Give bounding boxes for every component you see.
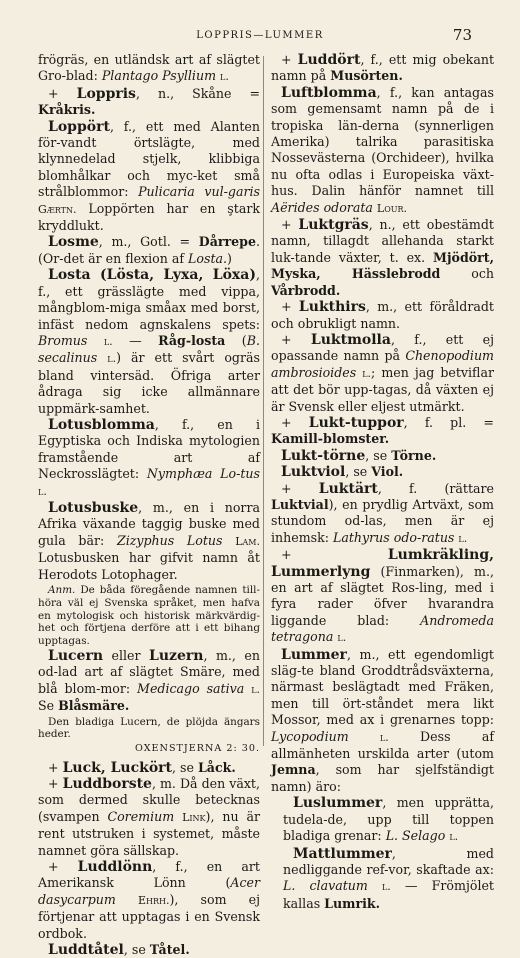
entry-luslummer: Luslummer, men upprätta, tudela-de, upp till toppen bladiga grenar: L. Selago l. — [283, 795, 494, 844]
headword: Lummer — [281, 646, 347, 663]
headword: Luddlönn — [77, 859, 153, 876]
headword: Loppört — [48, 118, 110, 135]
entry-lukt-törne: Lukt-törne, se Törne. — [281, 447, 437, 464]
entry-lucern: Lucern eller Luzern, m., en od-lad art af slägtet Smäre, med blå blom-mor: Medicago sativa l. Se Blåsmäre. — [38, 647, 260, 714]
entry-luktviol: Luktviol, se Viol. — [281, 464, 404, 481]
headword: Luddört — [297, 52, 361, 68]
entry-luktgräs: + Luktgräs, n., ett obestämdt namn, tillagdt allehanda starkt luk-tande växter, t. ex. Mjödört, Myska, Hässlebrodd och Vårbrodd. — [271, 217, 494, 298]
headword: Losme — [48, 234, 99, 251]
headword: Luktviol — [281, 464, 346, 481]
page-header — [0, 26, 520, 46]
entry-losme: Losme, m., Gotl. = Dårrepe. (Or-det är en flexion af Losta.) — [38, 234, 260, 266]
entry-luck: + Luck, Luckört, se Låck. — [48, 759, 236, 776]
entry-lotusblomma: Lotusblomma, f., en i Egyptiska och Indiska mytologien framstående art af Neckrosslägtet: Nymphæa Lo-tus l. — [38, 416, 261, 498]
entry-lummer: Lummer, m., ett egendomligt släg-te bland Groddtrådsväxterna, närmast beslägtadt med Fräken, men till ört-ståndet mera likt Mossor, med ax i grenarnes topp: Lycopodium l. Dess af allmänheten urskilda arter (utom Jemna, som har sjelfständigt namn) äro: — [271, 646, 494, 794]
page-number: 73 — [452, 26, 472, 44]
entry-luftblomma: Luftblomma, f., kan antagas som gemensamt namn på de i tropiska län-derna (synnerligen Amerika) talrika parasitiska Nossevästerna (Orchideer), hvilka nu ofta odlas i Europeiska växt-hus. Dalin hänför namnet till Aërides odorata Lour. — [271, 84, 494, 215]
headword: Luddtåtel — [48, 942, 124, 958]
left-column — [38, 52, 260, 958]
headword: Losta (Lösta, Lyxa, Löxa) — [48, 267, 256, 284]
entry-lotusbuske: Lotusbuske, m., en i norra Afrika växande taggig buske med gula bär: Zizyphus Lotus Lam. Lotusbusken har gifvit namn åt Herodots Lotophager. — [38, 499, 260, 582]
headword: Luddborste — [62, 776, 152, 793]
entry-mattlummer: Mattlummer, med nedliggande ref-vor, skaftade ax: L. clavatum l. — Frömjölet kallas Lumrik. — [283, 845, 494, 911]
entry-lukthirs: + Lukthirs, m., ett föråldradt och obrukligt namn. — [271, 299, 494, 331]
headword: Luslummer — [293, 795, 383, 812]
entry-lumkräkling: + Lumkräkling, Lummerlyng (Finmarken), m., en art af slägtet Ros-ling, med i fyra rader öfver hvarandra liggande blad: Andromeda tetragona l. — [271, 547, 494, 645]
entry-luddborste: + Luddborste, m. Då den växt, som dermed skulle betecknas (svampen Coremium Link), nu är rent utstruken i systemet, måste namnet göra sällskap. — [38, 776, 260, 858]
quotation: Den bladiga Lucern, de plöjda ängars heder. — [38, 715, 260, 741]
entry-luddört: + Luddört, f., ett mig obekant namn på Musörten. — [271, 52, 494, 84]
entry-luddtåtel: Luddtåtel, se Tåtel. — [48, 942, 190, 958]
headword: Luck, Luckört — [62, 759, 173, 776]
entry-loppris: + Loppris, n., Skåne = Kråkris. — [38, 85, 260, 118]
headword: Lotusbuske — [48, 499, 139, 516]
headword: Lukt-tuppor — [308, 414, 404, 431]
column-divider — [263, 56, 264, 746]
annotation-note: Anm. De båda föregående namnen till-höra väl ej Svenska språket, men hafva en mytologisk och historisk märkvärdig-het och förtjena derföre att i ett bihang upptagas. — [38, 584, 260, 648]
entry-luktärt: + Luktärt, f. (rättare Luktvial), en prydlig Artväxt, som stundom od-las, men är ej inhemsk: Lathyrus odo-ratus l. — [271, 480, 494, 545]
headword: Lukt-törne — [281, 447, 366, 464]
entry-lukt-tuppor: + Lukt-tuppor, f. pl. = Kamill-blomster. — [271, 414, 494, 447]
headword: Lucern — [48, 647, 104, 664]
right-column — [271, 52, 494, 912]
entry-losta: Losta (Lösta, Lyxa, Löxa), f., ett grässlägte med vippa, mångblom-miga småax med borst, infäst nedom agnskalens spets: Bromus l. — Råg-losta (B. secalinus l.) är ett svårt ogräs bland vintersäd. Öfriga arter ådraga sig icke allmännare uppmärk-samhet. — [38, 267, 260, 416]
entry-continuation: frögräs, en utländsk art af slägtet Gro-blad: Plantago Psyllium l. — [38, 52, 260, 84]
headword: Luktärt — [318, 480, 378, 497]
headword: Loppris — [76, 85, 136, 102]
headword: Luktgräs — [298, 217, 369, 234]
entry-luktmolla: + Luktmolla, f., ett ej opassande namn på Chenopodium ambrosioides l.; men jag betviflar att det bör upp-tagas, då växten ej är Svensk eller eljest utmärkt. — [271, 331, 494, 414]
headword: Lukthirs — [298, 299, 366, 316]
headword: Luftblomma — [281, 84, 377, 101]
headword: Lumkräkling, Lummerlyng — [271, 547, 494, 580]
headword: Mattlummer — [293, 845, 392, 862]
entry-luddlönn: + Luddlönn, f., en art Amerikansk Lönn (Acer dasycarpum Ehrh.), som ej förtjenar att upptagas i en Svensk ordbok. — [38, 859, 260, 941]
headword: Luktmolla — [310, 331, 391, 348]
running-title: LOPPRIS—LUMMER — [196, 30, 324, 41]
entry-loppört: Loppört, f., ett med Alanten för-vandt örtslägte, med klynnedelad stjelk, klibbiga blomhålkar och myc-ket små strålblommor: Pulicaria vul-garis Gærtn. Loppörten har en ştark kryddlukt. — [38, 118, 260, 234]
quotation-source: OXENSTJERNA 2: 30. — [135, 743, 260, 755]
headword: Lotusblomma — [48, 416, 155, 433]
